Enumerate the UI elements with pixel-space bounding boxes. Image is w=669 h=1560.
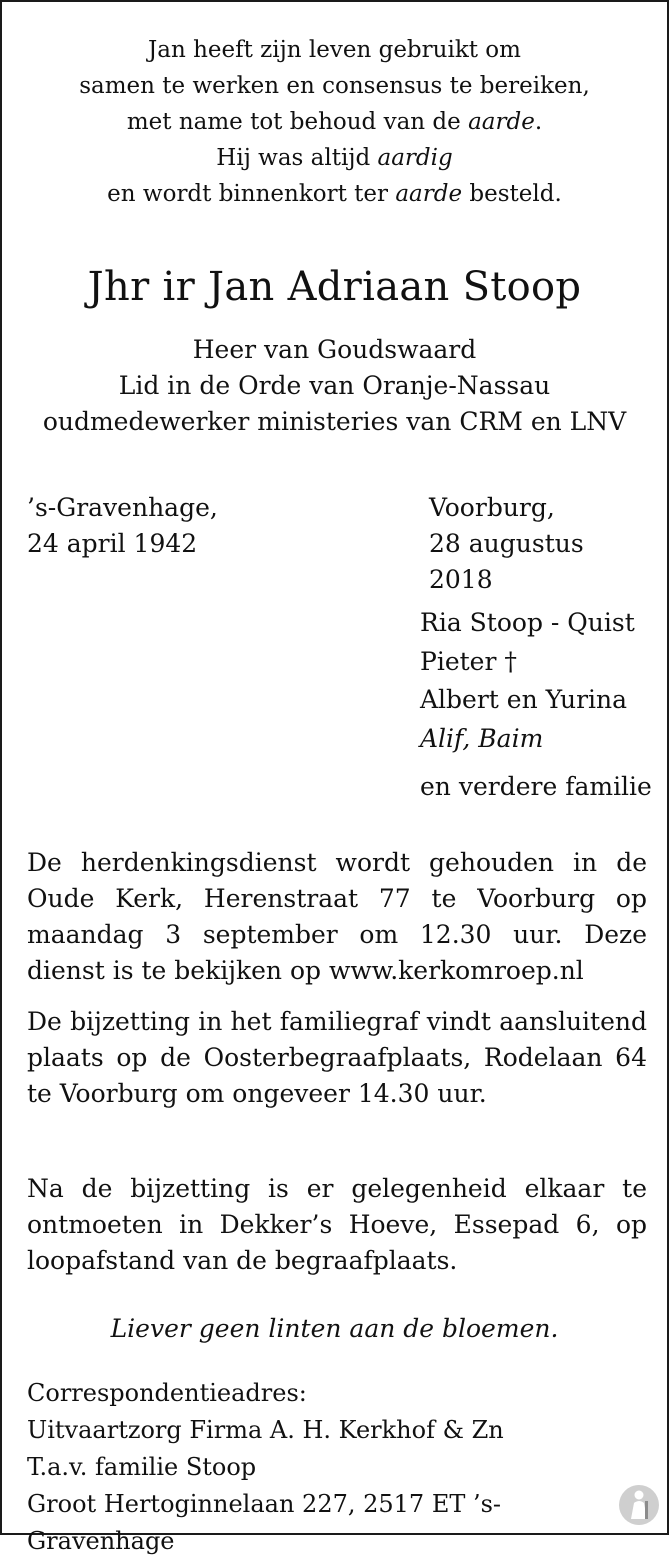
intro-poem	[2, 32, 667, 212]
deceased-name: Jhr ir Jan Adriaan Stoop	[87, 264, 582, 310]
birth-info	[27, 490, 218, 562]
death-date: 28 augustus 2018	[429, 529, 584, 594]
grandchildren-names: Alif, Baim	[420, 723, 544, 753]
intro-line-3-end: .	[534, 109, 543, 135]
title-line: oudmedewerker ministeries van CRM en LNV	[42, 407, 627, 436]
intro-line-3-text: met name tot behoud van de	[126, 109, 469, 135]
intro-line-4	[2, 140, 667, 176]
family-member: Ria Stoop - Quist	[420, 608, 635, 637]
intro-emphasis-aarde-2: aarde	[395, 181, 463, 207]
intro-line-1: Jan heeft zijn leven gebruikt om	[148, 37, 521, 63]
correspondence-line: Uitvaartzorg Firma A. H. Kerkhof & Zn	[27, 1416, 504, 1444]
death-info	[429, 490, 647, 598]
title-line: Lid in de Orde van Oranje-Nassau	[118, 371, 551, 400]
family-member: Pieter †	[420, 646, 517, 676]
family-list	[420, 604, 660, 807]
intro-line-5-end: besteld.	[462, 181, 562, 207]
correspondence-line: Groot Hertoginnelaan 227, 2517 ET ’s-Gravenhage	[27, 1490, 502, 1555]
intro-line-2: samen te werken en consensus te bereiken,	[79, 73, 590, 99]
service-paragraph: De herdenkingsdienst wordt gehouden in de Oude Kerk, Herenstraat 77 te Voorburg op maandag 3 september om 12.30 uur. Deze dienst is te bekijken op www.kerkomroep.nl	[27, 848, 647, 985]
correspondence-address	[27, 1375, 647, 1560]
life-dates	[27, 490, 647, 594]
extended-family: en verdere familie	[420, 772, 652, 801]
intro-emphasis-aarde: aarde	[468, 109, 535, 135]
birth-date: 24 april 1942	[27, 529, 198, 558]
correspondence-line: T.a.v. familie Stoop	[27, 1453, 257, 1481]
intro-line-5-text: en wordt binnenkort ter	[107, 181, 396, 207]
intro-line-5	[2, 176, 667, 212]
intro-line-4-text: Hij was altijd	[216, 145, 378, 171]
gathering-paragraph: Na de bijzetting is er gelegenheid elkaar te ontmoeten in Dekker’s Hoeve, Essepad 6, op loopafstand van de begraafplaats.	[27, 1174, 647, 1275]
title-line: Heer van Goudswaard	[192, 335, 477, 364]
burial-paragraph: De bijzetting in het familiegraf vindt aansluitend plaats op de Oosterbegraafplaats, Rodelaan 64 te Voorburg om ongeveer 14.30 uur.	[27, 1007, 647, 1108]
family-member: Albert en Yurina	[420, 685, 628, 714]
deceased-titles	[2, 332, 667, 440]
closing-request: Liever geen linten aan de bloemen.	[110, 1314, 559, 1343]
intro-emphasis-aardig: aardig	[377, 145, 453, 171]
birth-place: ’s-Gravenhage,	[27, 493, 218, 522]
death-place: Voorburg,	[429, 493, 555, 522]
intro-line-3	[2, 104, 667, 140]
correspondence-label: Correspondentieadres:	[27, 1379, 307, 1407]
memorial-figure-logo-icon	[617, 1483, 661, 1527]
grandchildren	[420, 720, 660, 759]
